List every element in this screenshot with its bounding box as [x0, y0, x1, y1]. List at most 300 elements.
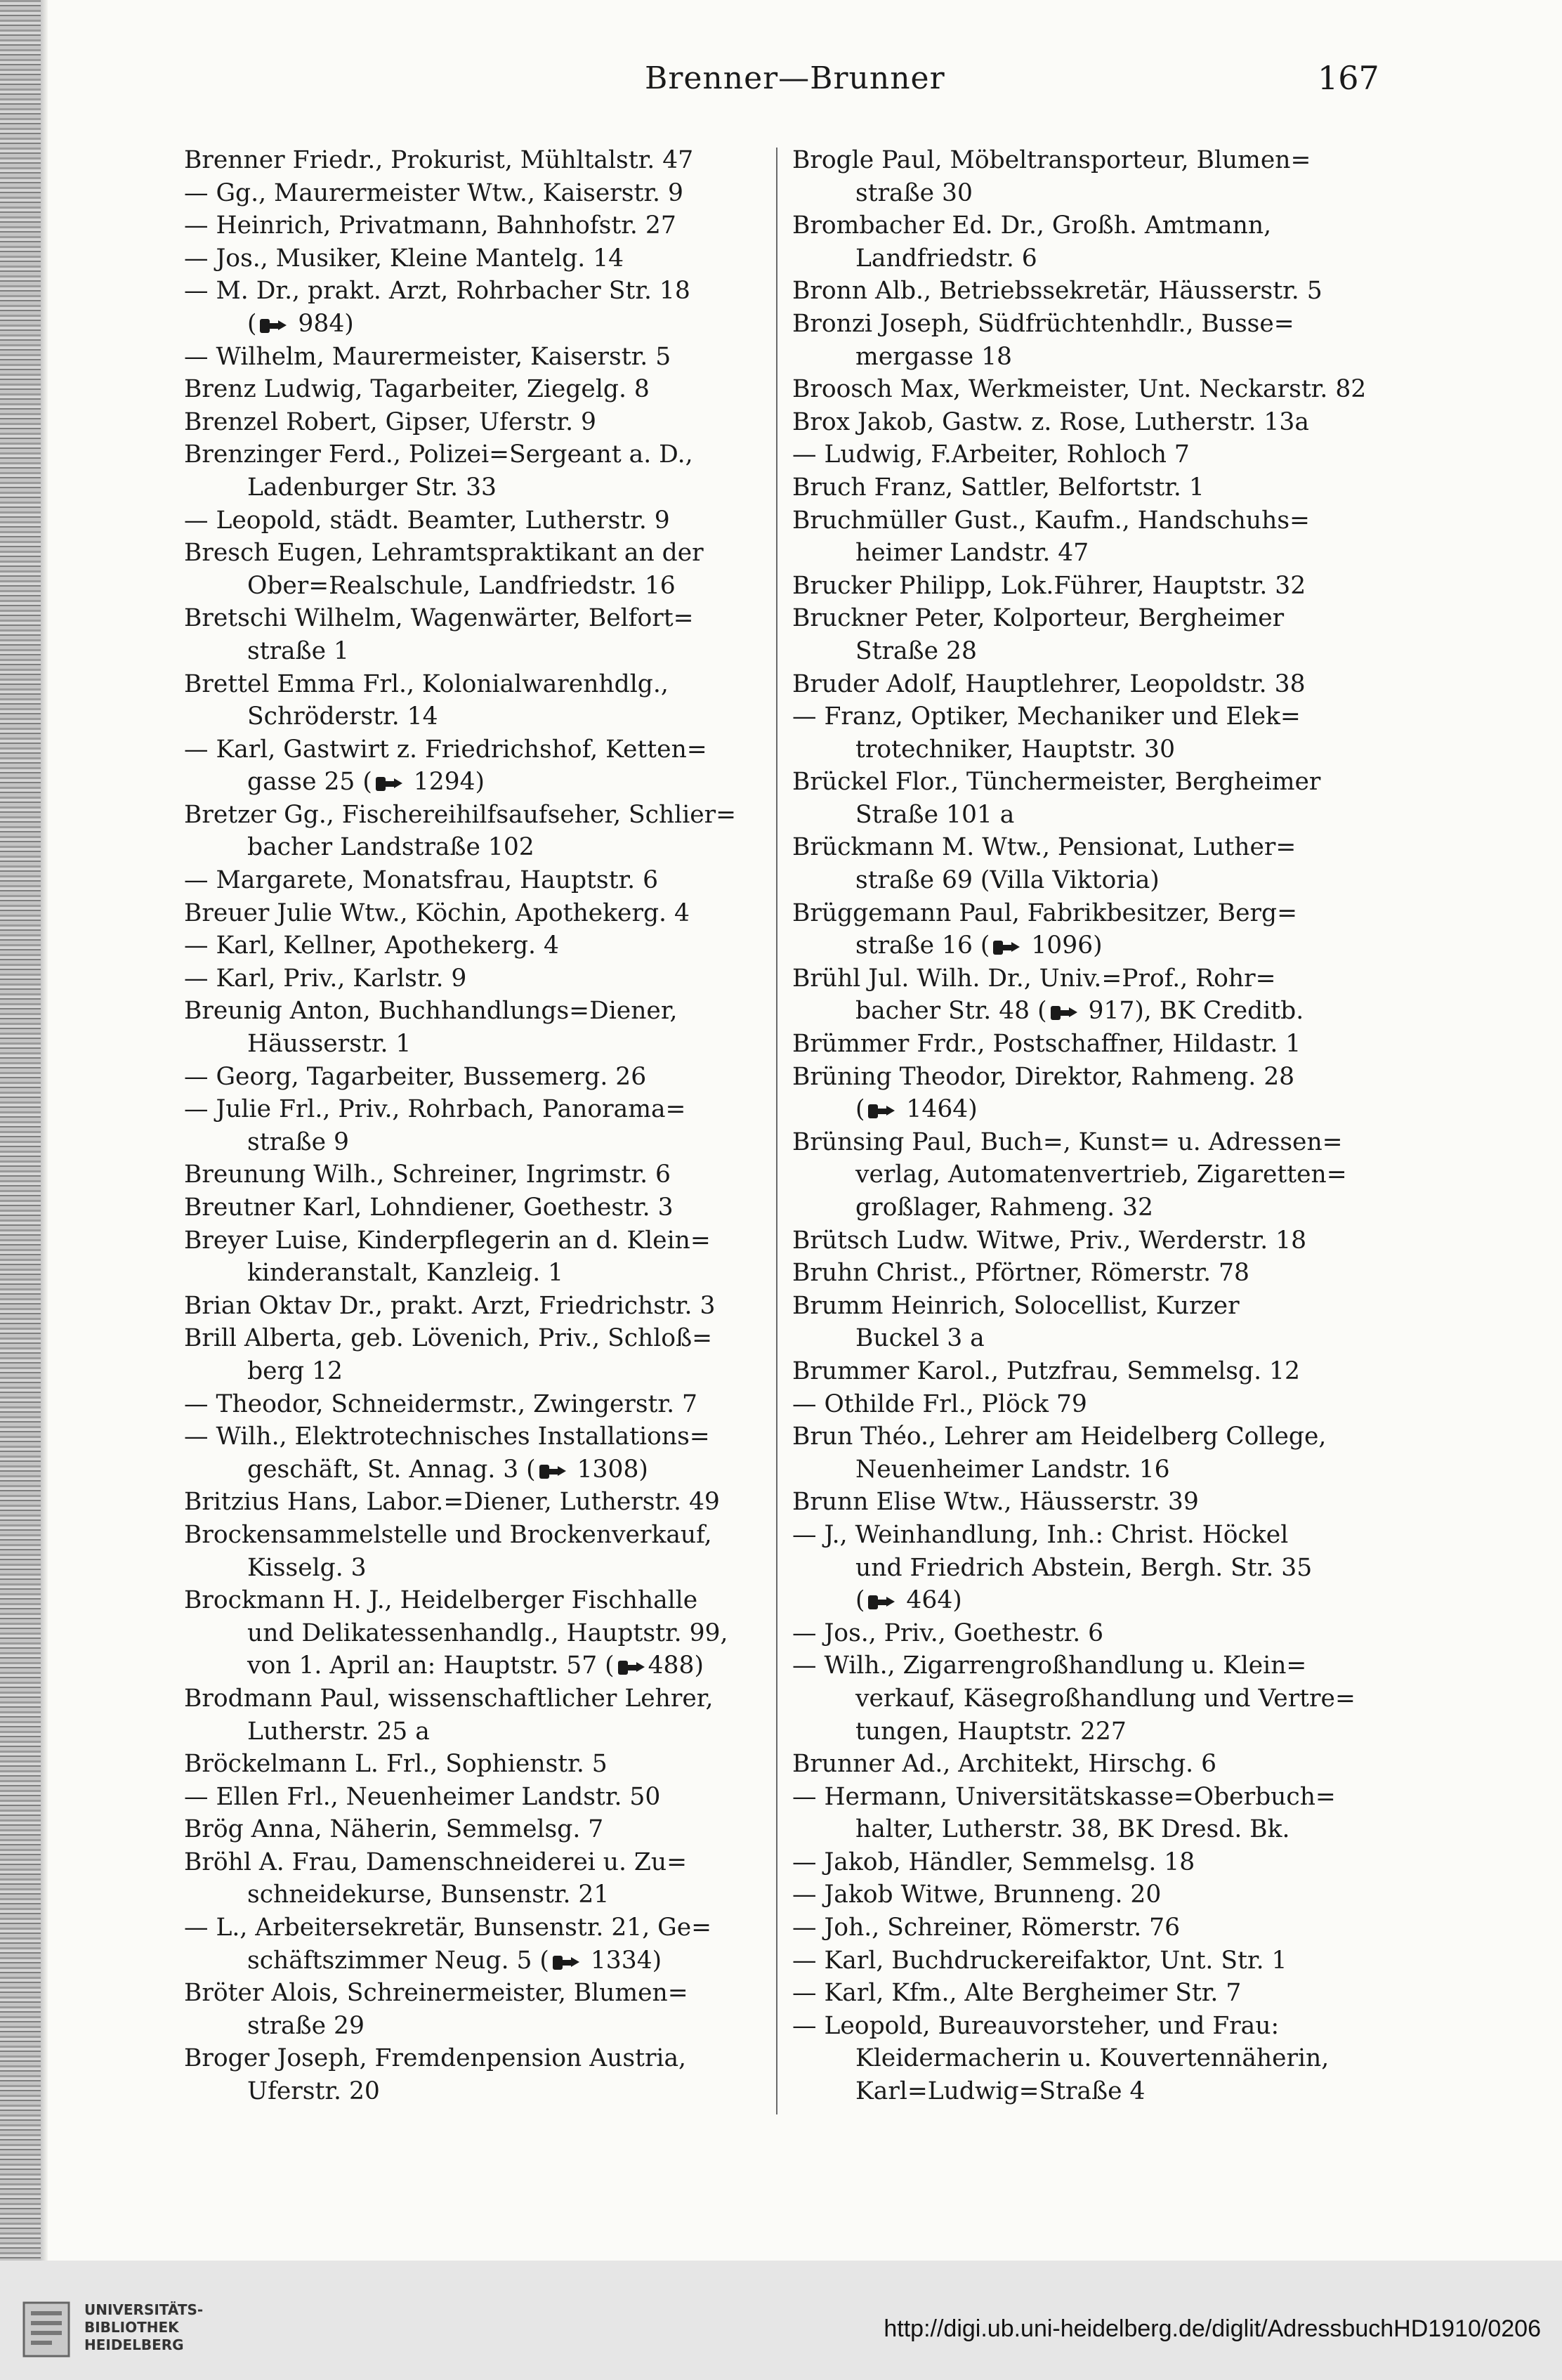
entry-line: [184, 668, 774, 701]
entry-text: — Jakob, Händler, Semmelsg. 18: [792, 1848, 1195, 1876]
entry-text: — Karl, Buchdruckereifaktor, Unt. Str. 1: [792, 1946, 1287, 1975]
entry-text: straße 30: [855, 178, 973, 207]
entry-line: [792, 1322, 1382, 1355]
entry-line: [184, 438, 774, 471]
entry-line: [184, 1552, 774, 1585]
entry-text: — Hermann, Universitätskasse=Oberbuch=: [792, 1782, 1336, 1811]
entry-line: [792, 406, 1382, 439]
directory-entry: [792, 570, 1382, 603]
entry-text: Lutherstr. 25 a: [247, 1717, 430, 1746]
entry-line: [792, 1257, 1382, 1290]
entry-text: Breuer Julie Wtw., Köchin, Apothekerg. 4: [184, 898, 690, 927]
entry-text: Brunner Ad., Architekt, Hirschg. 6: [792, 1750, 1217, 1779]
entry-text: Brünsing Paul, Buch=, Kunst= u. Adressen=: [792, 1127, 1343, 1156]
entry-text: Neuenheimer Landstr. 16: [855, 1455, 1170, 1484]
entry-line: [792, 308, 1382, 341]
entry-text: — Ludwig, F.Arbeiter, Rohloch 7: [792, 440, 1190, 469]
entry-text: Bronn Alb., Betriebssekretär, Häusserstr. 5: [792, 277, 1323, 306]
entry-line: [792, 799, 1382, 832]
entry-text: Brian Oktav Dr., prakt. Arzt, Friedrichstr. 3: [184, 1291, 716, 1320]
directory-entry: [792, 1748, 1382, 1781]
entry-text: Brenzel Robert, Gipser, Uferstr. 9: [184, 407, 596, 436]
directory-entry: [184, 897, 774, 930]
directory-entry: [792, 1944, 1382, 1977]
entry-text: — Theodor, Schneidermstr., Zwingerstr. 7: [184, 1390, 698, 1418]
entry-text: Straße 101 a: [855, 800, 1015, 829]
entry-line: [792, 1453, 1382, 1486]
entry-text: Bröter Alois, Schreinermeister, Blumen=: [184, 1979, 688, 2008]
entry-line: [792, 242, 1382, 275]
entry-text: Bröckelmann L. Frl., Sophienstr. 5: [184, 1750, 608, 1779]
telephone-icon: [992, 932, 1020, 965]
directory-entry: [184, 373, 774, 406]
entry-line: [792, 1191, 1382, 1224]
entry-line: [184, 733, 774, 766]
entry-text: Broger Joseph, Fremdenpension Austria,: [184, 2044, 686, 2073]
directory-entry: [184, 177, 774, 210]
directory-entry: [792, 1519, 1382, 1617]
directory-entry: [792, 1486, 1382, 1519]
entry-line: [792, 1519, 1382, 1552]
entry-text: berg 12: [247, 1356, 343, 1385]
entry-text: — Margarete, Monatsfrau, Hauptstr. 6: [184, 866, 659, 895]
directory-entry: [184, 864, 774, 897]
entry-line: [184, 406, 774, 439]
directory-entry: [792, 897, 1382, 962]
entry-line: [792, 733, 1382, 766]
entry-line: [184, 1715, 774, 1748]
entry-text: Landfriedstr. 6: [855, 244, 1037, 273]
entry-text: Brühl Jul. Wilh. Dr., Univ.=Prof., Rohr=: [792, 964, 1276, 993]
entry-text: Brenner Friedr., Prokurist, Mühltalstr. 47: [184, 146, 694, 174]
directory-entry: [792, 1355, 1382, 1388]
entry-line: [792, 995, 1382, 1028]
entry-line: [792, 2042, 1382, 2075]
entry-line: [792, 1878, 1382, 1911]
entry-line: [184, 1290, 774, 1323]
entry-line: [792, 1977, 1382, 2010]
entry-text: Brümmer Frdr., Postschaffner, Hildastr. 1: [792, 1030, 1301, 1059]
entry-line: [184, 897, 774, 930]
entry-text: straße 9: [247, 1127, 350, 1156]
entry-line: [184, 602, 774, 635]
directory-entry: [184, 1781, 774, 1814]
directory-entry: [792, 1257, 1382, 1290]
entry-line: [792, 635, 1382, 668]
scan-edge-shadow: [41, 0, 48, 2261]
entry-line: [792, 700, 1382, 733]
entry-line: [792, 144, 1382, 177]
entry-line: [184, 1519, 774, 1552]
entry-text: Brunn Elise Wtw., Häusserstr. 39: [792, 1488, 1199, 1517]
entry-line: [184, 1944, 774, 1977]
directory-entry: [184, 995, 774, 1060]
directory-entry: [184, 1322, 774, 1387]
directory-entry: [184, 1388, 774, 1421]
entry-text: Kleidermacherin u. Kouvertennäherin,: [855, 2044, 1330, 2073]
entry-line: [184, 831, 774, 864]
entry-text: Breutner Karl, Lohndiener, Goethestr. 3: [184, 1194, 674, 1222]
directory-entry: [792, 1388, 1382, 1421]
telephone-icon: [375, 769, 403, 802]
entry-text: Brüggemann Paul, Fabrikbesitzer, Berg=: [792, 898, 1298, 927]
column-divider: [776, 148, 777, 2114]
directory-entry: [792, 1878, 1382, 1911]
directory-entry: [184, 438, 774, 504]
entry-text: Brodmann Paul, wissenschaftlicher Lehrer,: [184, 1684, 714, 1713]
entry-text: — L., Arbeitersekretär, Bunsenstr. 21, Ge=: [184, 1914, 712, 1942]
running-head: Brenner—Brunner: [645, 60, 945, 96]
entry-text: gasse 25 (: [247, 768, 372, 797]
entry-line: [184, 1584, 774, 1617]
entry-line: [184, 1813, 774, 1846]
directory-entry: [792, 1061, 1382, 1126]
entry-text: Brumm Heinrich, Solocellist, Kurzer: [792, 1291, 1240, 1320]
entry-text: heimer Landstr. 47: [855, 539, 1089, 568]
entry-text: 1464): [898, 1095, 978, 1124]
entry-text: — Wilhelm, Maurermeister, Kaiserstr. 5: [184, 342, 671, 371]
entry-text: — Jos., Musiker, Kleine Mantelg. 14: [184, 244, 624, 273]
entry-text: Häusserstr. 1: [247, 1030, 412, 1059]
directory-entry: [792, 373, 1382, 406]
entry-text: Bresch Eugen, Lehramtspraktikant an der: [184, 539, 704, 568]
entry-text: — Jos., Priv., Goethestr. 6: [792, 1619, 1104, 1647]
entry-text: Schröderstr. 14: [247, 702, 438, 731]
directory-entry: [792, 1911, 1382, 1944]
entry-text: Bretschi Wilhelm, Wagenwärter, Belfort=: [184, 604, 694, 633]
entry-text: 464): [898, 1586, 962, 1615]
entry-line: [184, 1355, 774, 1388]
entry-line: [184, 1878, 774, 1911]
entry-line: [184, 635, 774, 668]
entry-line: [792, 1224, 1382, 1257]
entry-line: [184, 1224, 774, 1257]
entry-text: Brucker Philipp, Lok.Führer, Hauptstr. 32: [792, 571, 1306, 600]
scan-book-edge: [0, 0, 41, 2261]
entry-text: — M. Dr., prakt. Arzt, Rohrbacher Str. 18: [184, 277, 690, 306]
entry-line: [184, 504, 774, 537]
entry-text: straße 16 (: [855, 931, 990, 960]
entry-text: — Karl, Kellner, Apothekerg. 4: [184, 931, 559, 960]
entry-text: verkauf, Käsegroßhandlung und Vertre=: [855, 1684, 1356, 1713]
directory-entry: [792, 602, 1382, 667]
entry-text: Bruder Adolf, Hauptlehrer, Leopoldstr. 38: [792, 669, 1306, 698]
entry-text: Broosch Max, Werkmeister, Unt. Neckarstr. 82: [792, 375, 1367, 404]
entry-line: [184, 1388, 774, 1421]
entry-line: [792, 831, 1382, 864]
entry-line: [184, 537, 774, 570]
entry-line: [792, 1649, 1382, 1682]
entry-text: — Ellen Frl., Neuenheimer Landstr. 50: [184, 1782, 661, 1811]
telephone-icon: [539, 1456, 567, 1489]
entry-text: trotechniker, Hauptstr. 30: [855, 735, 1176, 764]
entry-line: [792, 177, 1382, 210]
directory-entry: [184, 1290, 774, 1323]
library-name: [84, 2301, 203, 2354]
directory-entry: [792, 1617, 1382, 1650]
directory-entry: [184, 799, 774, 864]
entry-text: Brenzinger Ferd., Polizei=Sergeant a. D.,: [184, 440, 693, 469]
entry-text: Brombacher Ed. Dr., Großh. Amtmann,: [792, 211, 1272, 240]
entry-text: bacher Landstraße 102: [247, 833, 534, 862]
entry-line: [184, 1061, 774, 1094]
directory-entry: [184, 504, 774, 537]
entry-line: [792, 1911, 1382, 1944]
viewer-footer: [0, 2261, 1562, 2380]
entry-line: [184, 1846, 774, 1879]
entry-line: [184, 995, 774, 1028]
entry-text: Buckel 3 a: [855, 1324, 985, 1353]
entry-text: Bruckner Peter, Kolporteur, Bergheimer: [792, 604, 1285, 633]
directory-entry: [184, 275, 774, 340]
entry-text: Uferstr. 20: [247, 2077, 380, 2106]
entry-text: schäftszimmer Neug. 5 (: [247, 1946, 549, 1975]
entry-line: [184, 1126, 774, 1159]
entry-text: — J., Weinhandlung, Inh.: Christ. Höckel: [792, 1520, 1289, 1549]
left-column: [184, 144, 774, 2108]
directory-entry: [792, 209, 1382, 275]
entry-line: [184, 1322, 774, 1355]
entry-text: — Wilh., Elektrotechnisches Installations=: [184, 1423, 710, 1451]
telephone-icon: [867, 1096, 895, 1129]
entry-line: [184, 144, 774, 177]
entry-line: [184, 275, 774, 308]
entry-line: [792, 1944, 1382, 1977]
entry-line: [792, 864, 1382, 897]
entry-line: [184, 1028, 774, 1061]
entry-text: verlag, Automatenvertrieb, Zigaretten=: [855, 1160, 1347, 1189]
entry-line: [184, 1453, 774, 1486]
telephone-icon: [552, 1947, 580, 1980]
entry-line: [184, 1257, 774, 1290]
entry-text: — Leopold, Bureauvorsteher, und Frau:: [792, 2011, 1280, 2040]
directory-entry: [792, 1028, 1382, 1061]
entry-text: — Georg, Tagarbeiter, Bussemerg. 26: [184, 1062, 647, 1091]
directory-entry: [184, 1748, 774, 1781]
entry-line: [792, 1846, 1382, 1879]
entry-line: [792, 1355, 1382, 1388]
entry-text: Brückmann M. Wtw., Pensionat, Luther=: [792, 833, 1297, 862]
entry-line: [184, 766, 774, 799]
entry-text: Bruchmüller Gust., Kaufm., Handschuhs=: [792, 506, 1310, 535]
entry-line: [792, 504, 1382, 537]
telephone-icon: [1050, 998, 1078, 1031]
entry-text: Bretzer Gg., Fischereihilfsaufseher, Schlier=: [184, 800, 737, 829]
directory-entry: [184, 537, 774, 602]
entry-line: [184, 373, 774, 406]
directory-entry: [184, 1061, 774, 1094]
directory-entry: [792, 1649, 1382, 1748]
directory-entry: [792, 1420, 1382, 1486]
entry-text: Brox Jakob, Gastw. z. Rose, Lutherstr. 13a: [792, 407, 1309, 436]
entry-text: geschäft, St. Annag. 3 (: [247, 1455, 536, 1484]
entry-line: [184, 1158, 774, 1191]
entry-line: [792, 373, 1382, 406]
directory-entry: [792, 2010, 1382, 2108]
directory-entry: [184, 1977, 774, 2042]
entry-text: — Gg., Maurermeister Wtw., Kaiserstr. 9: [184, 178, 683, 207]
entry-line: [184, 1093, 774, 1126]
entry-line: [792, 1158, 1382, 1191]
directory-entry: [792, 1781, 1382, 1846]
directory-entry: [792, 1126, 1382, 1224]
entry-text: (: [855, 1586, 865, 1615]
entry-line: [184, 1617, 774, 1650]
entry-text: Ladenburger Str. 33: [247, 473, 497, 502]
entry-line: [792, 1748, 1382, 1781]
entry-line: [792, 1552, 1382, 1585]
entry-text: Brogle Paul, Möbeltransporteur, Blumen=: [792, 146, 1311, 174]
directory-entry: [184, 1519, 774, 1584]
entry-text: — Julie Frl., Priv., Rohrbach, Panorama=: [184, 1095, 686, 1124]
entry-line: [792, 275, 1382, 308]
entry-line: [792, 1093, 1382, 1126]
directory-entry: [184, 668, 774, 733]
entry-text: — Karl, Priv., Karlstr. 9: [184, 964, 467, 993]
directory-entry: [184, 1158, 774, 1191]
entry-text: großlager, Rahmeng. 32: [855, 1194, 1153, 1222]
entry-text: — Joh., Schreiner, Römerstr. 76: [792, 1914, 1181, 1942]
entry-text: Ober=Realschule, Landfriedstr. 16: [247, 571, 676, 600]
entry-line: [792, 1420, 1382, 1453]
entry-line: [792, 1584, 1382, 1617]
directory-entry: [184, 962, 774, 995]
entry-line: [184, 341, 774, 374]
directory-entry: [792, 1846, 1382, 1879]
entry-text: — Jakob Witwe, Brunneng. 20: [792, 1881, 1162, 1909]
entry-text: Brun Théo., Lehrer am Heidelberg College,: [792, 1423, 1327, 1451]
entry-line: [184, 177, 774, 210]
source-url-link[interactable]: http://digi.ub.uni-heidelberg.de/diglit/AdressbuchHD1910/0206: [884, 2315, 1541, 2342]
entry-text: Brög Anna, Näherin, Semmelsg. 7: [184, 1815, 604, 1844]
entry-text: Breyer Luise, Kinderpflegerin an d. Klein=: [184, 1226, 711, 1255]
entry-line: [792, 471, 1382, 504]
entry-line: [184, 308, 774, 341]
directory-entry: [792, 700, 1382, 766]
entry-text: (: [247, 309, 257, 338]
entry-text: kinderanstalt, Kanzleig. 1: [247, 1259, 564, 1288]
page-header: [0, 56, 1562, 105]
directory-entry: [792, 1290, 1382, 1355]
entry-text: (: [855, 1095, 865, 1124]
directory-entry: [792, 766, 1382, 831]
entry-line: [792, 1290, 1382, 1323]
entry-text: straße 69 (Villa Viktoria): [855, 866, 1160, 895]
entry-line: [792, 341, 1382, 374]
entry-text: Brettel Emma Frl., Kolonialwarenhdlg.,: [184, 669, 669, 698]
entry-line: [184, 1977, 774, 2010]
entry-line: [184, 929, 774, 962]
entry-line: [184, 1781, 774, 1814]
entry-line: [792, 1388, 1382, 1421]
entry-text: mergasse 18: [855, 342, 1012, 371]
library-name-line: HEIDELBERG: [84, 2336, 184, 2353]
directory-entry: [792, 438, 1382, 471]
directory-entry: [184, 1191, 774, 1224]
directory-entry: [792, 471, 1382, 504]
entry-line: [792, 1813, 1382, 1846]
entry-text: Bröhl A. Frau, Damenschneiderei u. Zu=: [184, 1848, 687, 1876]
library-seal-icon: [21, 2300, 72, 2359]
entry-line: [792, 2075, 1382, 2108]
entry-line: [184, 570, 774, 603]
entry-text: 984): [290, 309, 354, 338]
entry-text: 1334): [582, 1946, 662, 1975]
entry-text: Breunig Anton, Buchhandlungs=Diener,: [184, 997, 678, 1026]
entry-line: [792, 2010, 1382, 2043]
entry-line: [792, 1682, 1382, 1715]
entry-text: halter, Lutherstr. 38, BK Dresd. Bk.: [855, 1815, 1290, 1844]
directory-entry: [792, 668, 1382, 701]
entry-line: [184, 242, 774, 275]
directory-entry: [792, 831, 1382, 896]
entry-text: Bruch Franz, Sattler, Belfortstr. 1: [792, 473, 1205, 502]
entry-line: [792, 897, 1382, 930]
entry-line: [792, 1715, 1382, 1748]
directory-entry: [184, 242, 774, 275]
directory-entry: [184, 209, 774, 242]
entry-line: [184, 1486, 774, 1519]
directory-entry: [792, 962, 1382, 1028]
directory-entry: [792, 144, 1382, 209]
entry-text: — Leopold, städt. Beamter, Lutherstr. 9: [184, 506, 670, 535]
entry-line: [184, 864, 774, 897]
directory-entry: [184, 2042, 774, 2107]
directory-entry: [184, 341, 774, 374]
entry-line: [792, 766, 1382, 799]
directory-entry: [792, 504, 1382, 570]
entry-line: [792, 929, 1382, 962]
directory-entry: [184, 929, 774, 962]
directory-entry: [184, 1224, 774, 1290]
entry-text: Brockensammelstelle und Brockenverkauf,: [184, 1520, 712, 1549]
entry-text: und Delikatessenhandlg., Hauptstr. 99,: [247, 1619, 728, 1647]
entry-line: [792, 438, 1382, 471]
entry-line: [184, 2010, 774, 2043]
entry-text: — Wilh., Zigarrengroßhandlung u. Klein=: [792, 1652, 1307, 1680]
entry-text: Straße 28: [855, 636, 977, 665]
entry-line: [184, 799, 774, 832]
entry-line: [792, 1028, 1382, 1061]
directory-entry: [184, 1682, 774, 1748]
entry-line: [184, 1748, 774, 1781]
directory-entry: [792, 406, 1382, 439]
directory-entry: [184, 1584, 774, 1682]
entry-line: [792, 1061, 1382, 1094]
entry-text: straße 1: [247, 636, 350, 665]
directory-entry: [184, 1813, 774, 1846]
entry-line: [184, 1911, 774, 1944]
entry-line: [792, 209, 1382, 242]
entry-line: [184, 962, 774, 995]
directory-entry: [792, 1977, 1382, 2010]
entry-text: Brenz Ludwig, Tagarbeiter, Ziegelg. 8: [184, 375, 650, 404]
directory-entry: [184, 144, 774, 177]
entry-line: [792, 1781, 1382, 1814]
entry-line: [184, 1191, 774, 1224]
directory-entry: [184, 1420, 774, 1486]
telephone-icon: [617, 1652, 645, 1685]
directory-entry: [184, 733, 774, 799]
entry-text: Brill Alberta, geb. Lövenich, Priv., Schloß=: [184, 1324, 713, 1353]
entry-line: [184, 700, 774, 733]
entry-line: [184, 1649, 774, 1682]
entry-text: und Friedrich Abstein, Bergh. Str. 35: [855, 1553, 1313, 1582]
entry-line: [792, 962, 1382, 995]
entry-text: Kisselg. 3: [247, 1553, 367, 1582]
telephone-icon: [867, 1587, 895, 1620]
directory-entry: [184, 406, 774, 439]
